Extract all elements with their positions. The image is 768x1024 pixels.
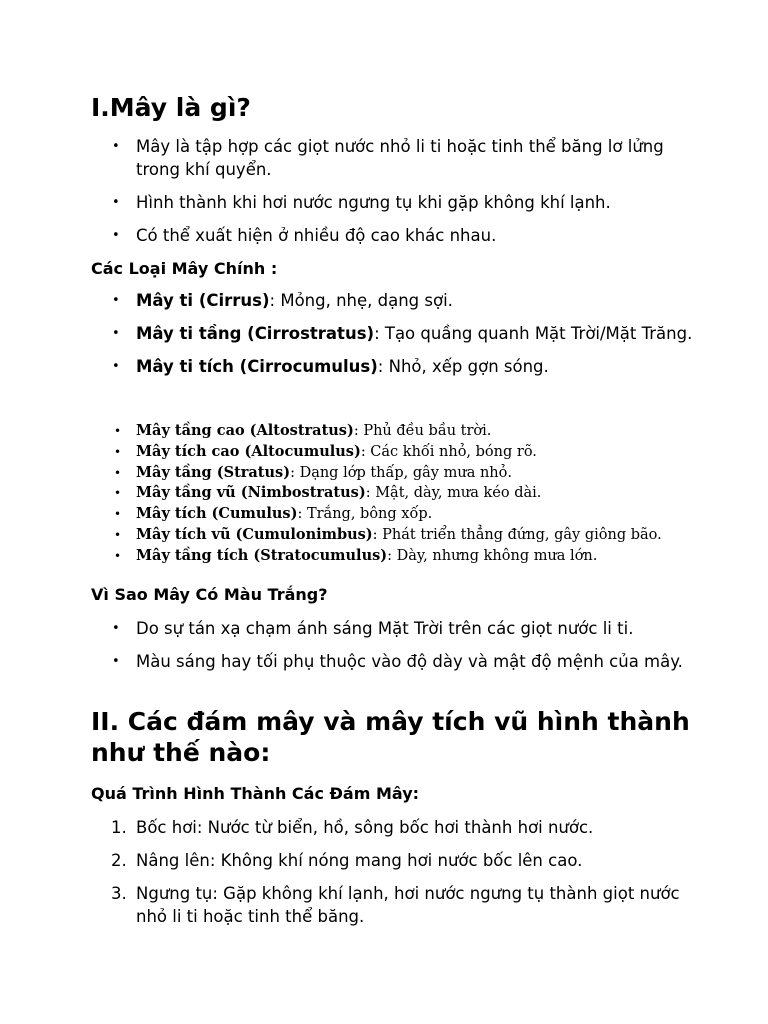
section-cloud-types: [91, 258, 708, 388]
list-item: • Mây là tập hợp các giọt nước nhỏ li ti hoặc tinh thể băng lơ lửng trong khí quyển.: [112, 137, 664, 179]
section-title: I.Mây là gì?: [91, 93, 251, 122]
section-title: II. Các đám mây và mây tích vũ hình thành như thế nào:: [91, 707, 690, 767]
list-item: • Mây tầng cao (Altostratus): Phủ đều bầu trời.: [114, 422, 492, 439]
section-what-is-cloud: [91, 92, 708, 257]
section-formation: [91, 706, 708, 938]
section-other-types: [91, 421, 708, 567]
section-heading: Các Loại Mây Chính :: [91, 259, 278, 278]
section-subheading: Quá Trình Hình Thành Các Đám Mây:: [91, 784, 420, 803]
list-item: • Mây ti tích (Cirrocumulus): Nhỏ, xếp gợn sóng.: [112, 357, 549, 376]
list-item: • Mây tích cao (Altocumulus): Các khối nhỏ, bóng rõ.: [114, 442, 537, 460]
list-item: • Mây tầng vũ (Nimbostratus): Mật, dày, mưa kéo dài.: [114, 484, 542, 502]
why-white-list: [91, 617, 708, 673]
list-item: • Do sự tán xạ chạm ánh sáng Mặt Trời trên các giọt nước li ti.: [112, 619, 634, 638]
list-item: • Mây tích (Cumulus): Trắng, bông xốp.: [114, 505, 433, 523]
main-types-list: [91, 289, 708, 378]
list-item: 2. Nâng lên: Không khí nóng mang hơi nước bốc lên cao.: [111, 851, 583, 870]
section-why-white: [91, 584, 708, 683]
list-item: • Mây tầng tích (Stratocumulus): Dày, nhưng không mưa lớn.: [114, 546, 598, 564]
definition-list: [91, 135, 708, 247]
list-item: • Mây ti tầng (Cirrostratus): Tạo quầng quanh Mặt Trời/Mặt Trăng.: [112, 324, 693, 343]
section-heading: Vì Sao Mây Có Màu Trắng?: [91, 585, 328, 604]
list-item: • Hình thành khi hơi nước ngưng tụ khi gặp không khí lạnh.: [112, 193, 611, 212]
list-item: • Có thể xuất hiện ở nhiều độ cao khác nhau.: [112, 226, 497, 245]
list-item: 1. Bốc hơi: Nước từ biển, hồ, sông bốc hơi thành hơi nước.: [111, 818, 594, 837]
other-types-list: [91, 421, 708, 567]
list-item: 3. Ngưng tụ: Gặp không khí lạnh, hơi nước ngưng tụ thành giọt nước nhỏ li ti hoặc tinh thể băng.: [111, 884, 680, 926]
formation-steps-list: [91, 816, 708, 928]
list-item: • Mây tầng (Stratus): Dạng lớp thấp, gây mưa nhỏ.: [114, 463, 512, 481]
list-item: • Màu sáng hay tối phụ thuộc vào độ dày và mật độ mệnh của mây.: [112, 652, 683, 671]
list-item: • Mây tích vũ (Cumulonimbus): Phát triển thẳng đứng, gây giông bão.: [114, 525, 662, 543]
list-item: • Mây ti (Cirrus): Mỏng, nhẹ, dạng sợi.: [112, 291, 453, 310]
